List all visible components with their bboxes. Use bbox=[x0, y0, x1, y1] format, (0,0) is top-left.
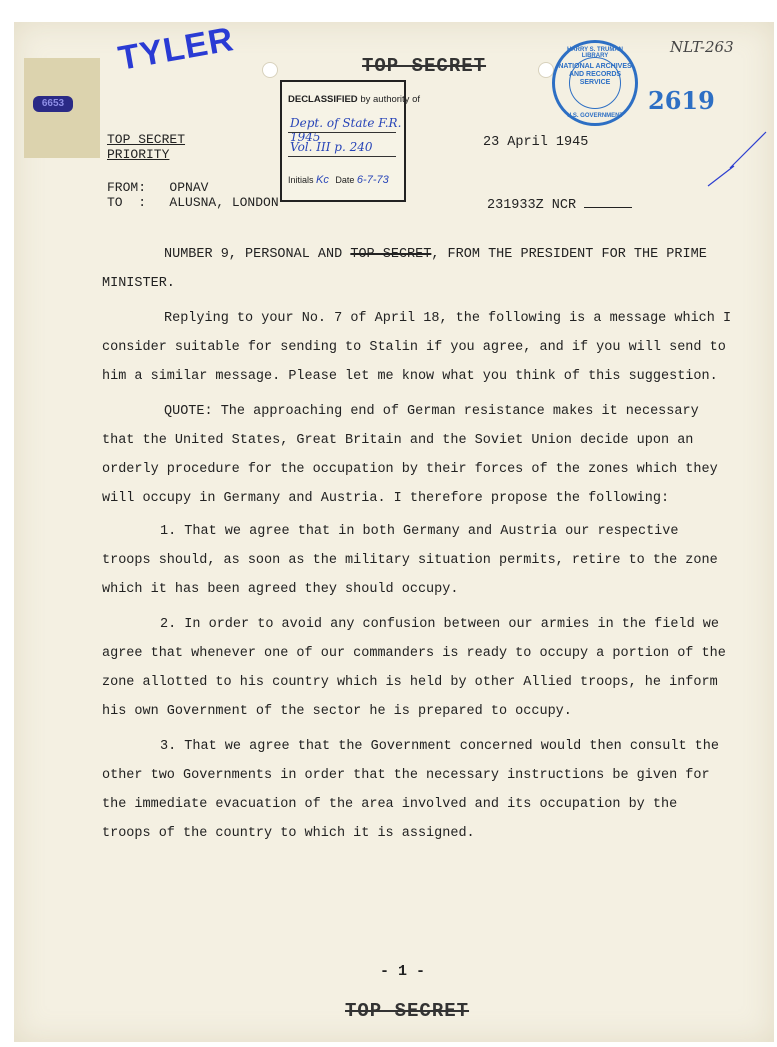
date-value: 6-7-73 bbox=[356, 174, 389, 186]
paragraph-quote: QUOTE: The approaching end of German resistance makes it necessary that the United States, Great Britain and the Soviet Union decide upon an orderly procedure for the occupation by their forces of the zones which they will occupy in Germany and Austria. I therefore propose the following: bbox=[102, 404, 718, 506]
paragraph-1: Replying to your No. 7 of April 18, the following is a message which I consider suitable for sending to Stalin if you agree, and if you will send to him a similar message. Please let me know what you think of this suggestion. bbox=[102, 311, 732, 384]
stamp-header bbox=[288, 94, 420, 105]
archive-number: NLT-263 bbox=[670, 38, 734, 56]
intro-part1: NUMBER 9, PERSONAL AND bbox=[164, 247, 351, 262]
intro-part2: , FROM THE PRESIDENT FOR THE PRIME bbox=[431, 247, 707, 262]
dtg-blank bbox=[584, 207, 632, 208]
initials-label: Initials bbox=[288, 175, 314, 185]
declassified-stamp bbox=[280, 80, 420, 202]
date-label: Date bbox=[335, 175, 355, 185]
handwritten-name: TYLER bbox=[115, 20, 237, 78]
from-value: OPNAV bbox=[169, 180, 209, 195]
routing-block bbox=[107, 180, 279, 210]
stamp-initials-row bbox=[288, 174, 389, 186]
punch-hole-left bbox=[262, 62, 278, 78]
intro-line bbox=[102, 240, 732, 269]
classification-top: TOP SECRET bbox=[362, 55, 487, 77]
document-number: 2619 bbox=[648, 86, 715, 115]
pen-stroke-icon bbox=[700, 128, 770, 188]
stamp-line1-text: Dept. of State F.R. 1945 bbox=[290, 116, 402, 144]
seal-center-text: NATIONAL ARCHIVES AND RECORDS SERVICE bbox=[558, 63, 632, 86]
dtg-line bbox=[487, 198, 632, 213]
from-label: FROM: bbox=[107, 180, 147, 195]
paragraph-point-3: 3. That we agree that the Government concerned would then consult the other two Governments in order that the necessary instructions be given for the immediate evacuation of the area involved and its occupation by the troops of the country to which it is assigned. bbox=[102, 739, 719, 841]
dtg-value: 231933Z NCR bbox=[487, 198, 577, 213]
to-label: TO : bbox=[107, 195, 147, 210]
classification-bottom: TOP SECRET bbox=[345, 1000, 470, 1022]
paragraph-point-1: 1. That we agree that in both Germany and Austria our respective troops should, as soon as the military situation permits, retire to the zone which it has been agreed they should occupy. bbox=[102, 524, 718, 597]
intro-line2: MINISTER. bbox=[102, 276, 175, 291]
message-date: 23 April 1945 bbox=[483, 135, 589, 150]
header-classification bbox=[107, 132, 185, 162]
page-number: - 1 - bbox=[380, 963, 426, 980]
stamp-header-bold: DECLASSIFIED bbox=[288, 94, 358, 105]
to-value: ALUSNA, LONDON bbox=[169, 195, 279, 210]
seal-top-text: HARRY S. TRUMAN LIBRARY bbox=[566, 47, 623, 59]
stamp-header-rest: by authority of bbox=[357, 94, 420, 105]
library-seal bbox=[552, 40, 638, 126]
paragraph-point-2: 2. In order to avoid any confusion between our armies in the field we agree that whenever one of our commanders is ready to occupy a portion of the zone allotted to his country which is held by other Allied troops, he inform his own Government of the sector he is prepared to occupy. bbox=[102, 617, 726, 719]
header-class-line1: TOP SECRET bbox=[107, 132, 186, 147]
seal-bottom-text: U.S. GOVERNMENT bbox=[566, 113, 624, 119]
stamp-rule-1 bbox=[288, 132, 396, 133]
stamp-line2-text: Vol. III p. 240 bbox=[290, 140, 373, 154]
tape-label: 6653 bbox=[33, 96, 73, 112]
initials-value: Kc bbox=[316, 174, 329, 186]
intro-struck: TOP SECRET bbox=[350, 247, 432, 262]
stamp-rule-2 bbox=[288, 156, 396, 157]
message-body bbox=[102, 240, 732, 848]
header-class-line2: PRIORITY bbox=[107, 147, 170, 162]
